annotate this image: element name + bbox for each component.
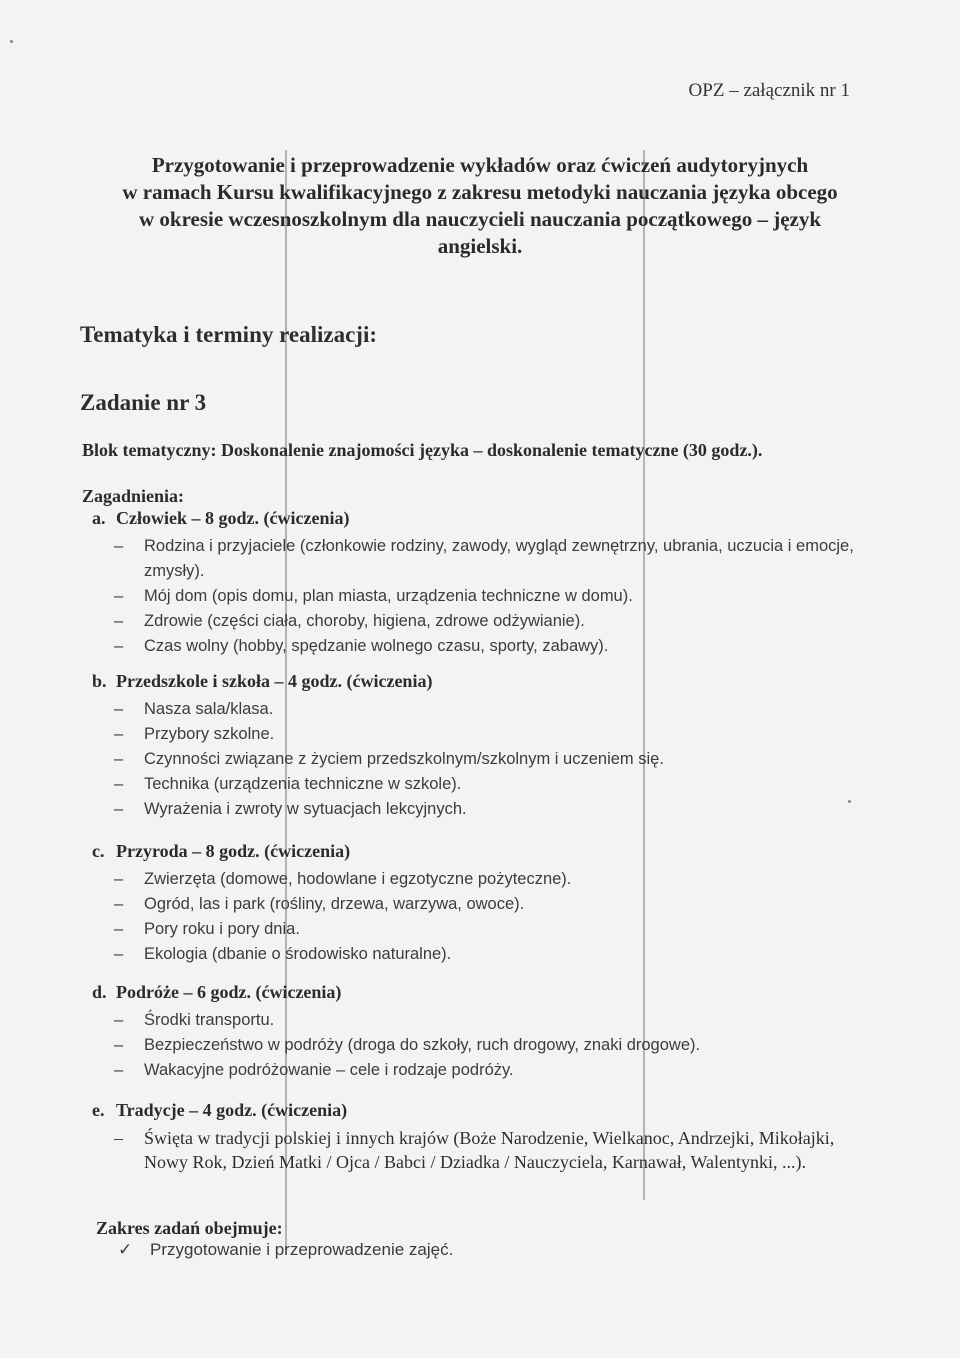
topic-heading <box>92 1098 882 1122</box>
scan-speck <box>10 40 13 43</box>
topic-items <box>92 1126 882 1174</box>
title-line: angielski. <box>437 234 523 258</box>
title-line: w ramach Kursu kwalifikacyjnego z zakresu metodyki nauczania języka obcego <box>122 180 838 204</box>
topic-title: Przedszkole i szkoła – 4 godz. (ćwiczenia) <box>116 671 433 691</box>
list-item: – Święta w tradycji polskiej i innych krajów (Boże Narodzenie, Wielkanoc, Andrzejki, Mikołajki, Nowy Rok, Dzień Matki / Ojca / Babci / Dziadka / Nauczyciela, Karnawał, Walentynki, ...). <box>92 1126 882 1174</box>
list-item: – Zdrowie (części ciała, choroby, higiena, zdrowe odżywianie). <box>92 609 882 634</box>
topic-items <box>92 534 882 659</box>
topic-letter: d. <box>92 982 107 1002</box>
topic-letter: c. <box>92 841 105 861</box>
list-item: – Zwierzęta (domowe, hodowlane i egzotyczne pożyteczne). <box>92 867 882 892</box>
section-heading-zadanie: Zadanie nr 3 <box>80 390 207 415</box>
topic-letter: e. <box>92 1100 105 1120</box>
list-item: – Ogród, las i park (rośliny, drzewa, warzywa, owoce). <box>92 892 882 917</box>
section-heading-tematyka: Tematyka i terminy realizacji: <box>80 322 378 347</box>
list-item: – Rodzina i przyjaciele (członkowie rodziny, zawody, wygląd zewnętrzny, ubrania, uczucia i emocje, zmysły). <box>92 534 882 584</box>
list-item: – Czas wolny (hobby, spędzanie wolnego czasu, sporty, zabawy). <box>92 634 882 659</box>
topic-heading <box>92 839 882 863</box>
list-item: – Nasza sala/klasa. <box>92 697 882 722</box>
topic-title: Przyroda – 8 godz. (ćwiczenia) <box>116 841 351 861</box>
topic-block-d <box>92 980 882 1083</box>
list-item: – Wyrażenia i zwroty w sytuacjach lekcyjnych. <box>92 797 882 822</box>
topic-block-c <box>92 839 882 967</box>
list-item: – Bezpieczeństwo w podróży (droga do szkoły, ruch drogowy, znaki drogowe). <box>92 1033 882 1058</box>
title-line: Przygotowanie i przeprowadzenie wykładów oraz ćwiczeń audytoryjnych <box>151 153 809 177</box>
title-line: w okresie wczesnoszkolnym dla nauczycieli nauczania początkowego – język <box>138 207 822 231</box>
zagadnienia-label: Zagadnienia: <box>82 486 185 506</box>
thematic-block-line: Blok tematyczny: Doskonalenie znajomości języka – doskonalenie tematyczne (30 godz.). <box>82 440 763 460</box>
list-item: – Mój dom (opis domu, plan miasta, urządzenia techniczne w domu). <box>92 584 882 609</box>
topic-block-e <box>92 1098 882 1174</box>
topic-heading <box>92 980 882 1004</box>
topic-title: Człowiek – 8 godz. (ćwiczenia) <box>116 508 350 528</box>
list-item: – Pory roku i pory dnia. <box>92 917 882 942</box>
topic-items <box>92 697 882 822</box>
topic-title: Podróże – 6 godz. (ćwiczenia) <box>116 982 342 1002</box>
checkmark-icon: ✓ <box>118 1240 133 1259</box>
topic-heading <box>92 506 882 530</box>
topic-letter: a. <box>92 508 106 528</box>
topic-items <box>92 1008 882 1083</box>
topic-block-a <box>92 506 882 659</box>
scope-item-text: Przygotowanie i przeprowadzenie zajęć. <box>150 1240 454 1259</box>
attachment-label: OPZ – załącznik nr 1 <box>688 80 850 101</box>
list-item: – Przybory szkolne. <box>92 722 882 747</box>
topic-letter: b. <box>92 671 107 691</box>
list-item: – Wakacyjne podróżowanie – cele i rodzaje podróży. <box>92 1058 882 1083</box>
list-item: – Ekologia (dbanie o środowisko naturalne). <box>92 942 882 967</box>
document-title <box>70 152 890 260</box>
list-item: – Środki transportu. <box>92 1008 882 1033</box>
list-item: – Czynności związane z życiem przedszkolnym/szkolnym i uczeniem się. <box>92 747 882 772</box>
scope-heading: Zakres zadań obejmuje: <box>96 1218 283 1238</box>
topic-block-b <box>92 669 882 822</box>
topic-heading <box>92 669 882 693</box>
topic-title: Tradycje – 4 godz. (ćwiczenia) <box>116 1100 348 1120</box>
scope-item <box>118 1240 453 1260</box>
topic-items <box>92 867 882 967</box>
list-item: – Technika (urządzenia techniczne w szkole). <box>92 772 882 797</box>
